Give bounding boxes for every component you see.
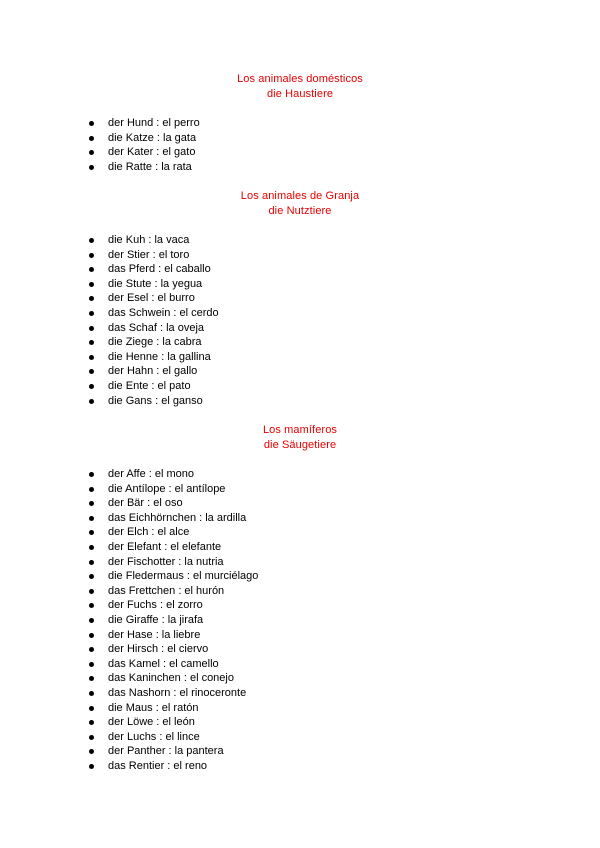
list-item: [0, 569, 258, 584]
item-text: das Schaf : la oveja: [108, 321, 205, 334]
bullet-icon: [89, 662, 94, 667]
bullet-icon: [89, 487, 94, 492]
item-text: das Eichhörnchen : la ardilla: [108, 511, 247, 524]
item-text: die Ente : el pato: [108, 379, 191, 392]
list-item: [0, 306, 219, 321]
list-item: [0, 584, 258, 599]
item-text: die Stute : la yegua: [108, 277, 203, 290]
list-item: [0, 277, 219, 292]
list-item: [0, 291, 219, 306]
bullet-icon: [89, 516, 94, 521]
bullet-icon: [89, 472, 94, 477]
item-text: der Hund : el perro: [108, 117, 200, 129]
vocab-list: [0, 116, 200, 174]
bullet-icon: [89, 560, 94, 565]
section-saeugetiere: [0, 423, 600, 772]
list-item: [0, 642, 258, 657]
list-item: [0, 145, 200, 160]
list-item: [0, 540, 258, 555]
heading-german: die Haustiere: [266, 88, 334, 100]
item-text: das Pferd : el caballo: [108, 263, 211, 276]
item-text: der Löwe : el león: [108, 716, 195, 729]
bullet-icon: [89, 238, 94, 243]
list-item: [0, 262, 219, 277]
bullet-icon: [89, 749, 94, 754]
item-text: die Henne : la gallina: [108, 350, 211, 363]
item-text: die Antílope : el antílope: [108, 482, 226, 495]
bullet-icon: [89, 706, 94, 711]
bullet-icon: [89, 267, 94, 272]
heading-german: die Nutztiere: [268, 205, 332, 217]
heading-spanish: Los animales de Granja: [240, 190, 360, 202]
item-text: die Kuh : la vaca: [108, 234, 190, 246]
bullet-icon: [89, 735, 94, 740]
bullet-icon: [89, 530, 94, 535]
list-item: [0, 321, 219, 336]
bullet-icon: [89, 574, 94, 579]
list-item: [0, 744, 258, 759]
list-item: [0, 657, 258, 672]
list-item: [0, 335, 219, 350]
item-text: die Ziege : la cabra: [108, 336, 202, 349]
bullet-icon: [89, 136, 94, 141]
list-item: [0, 613, 258, 628]
item-text: der Luchs : el lince: [108, 730, 200, 743]
bullet-icon: [89, 165, 94, 170]
section-haustiere: [0, 72, 600, 173]
bullet-icon: [89, 589, 94, 594]
bullet-icon: [89, 399, 94, 404]
item-text: der Fuchs : el zorro: [108, 599, 203, 612]
item-text: die Ratte : la rata: [108, 160, 192, 173]
bullet-icon: [89, 121, 94, 126]
item-text: der Hirsch : el ciervo: [108, 643, 209, 656]
bullet-icon: [89, 676, 94, 681]
bullet-icon: [89, 282, 94, 287]
bullet-icon: [89, 355, 94, 360]
item-text: der Hase : la liebre: [108, 628, 201, 641]
list-item: [0, 671, 258, 686]
bullet-icon: [89, 311, 94, 316]
heading-spanish: Los animales domésticos: [237, 73, 363, 85]
item-text: die Fledermaus : el murciélago: [108, 570, 259, 583]
item-text: der Elefant : el elefante: [108, 540, 222, 553]
bullet-icon: [89, 647, 94, 652]
heading-spanish: Los mamíferos: [262, 424, 338, 436]
list-item: [0, 598, 258, 613]
bullet-icon: [89, 633, 94, 638]
list-item: [0, 686, 258, 701]
item-text: der Fischotter : la nutria: [108, 555, 224, 568]
list-item: [0, 555, 258, 570]
list-item: [0, 394, 219, 409]
vocab-list: [0, 467, 258, 773]
item-text: das Schwein : el cerdo: [108, 306, 219, 319]
bullet-icon: [89, 326, 94, 331]
item-text: das Rentier : el reno: [108, 759, 208, 772]
item-text: der Bär : el oso: [108, 497, 183, 510]
item-text: die Gans : el ganso: [108, 394, 203, 407]
list-item: [0, 730, 258, 745]
item-text: das Nashorn : el rinoceronte: [108, 686, 247, 699]
bullet-icon: [89, 720, 94, 725]
list-item: [0, 233, 219, 248]
list-item: [0, 379, 219, 394]
list-item: [0, 482, 258, 497]
item-text: der Kater : el gato: [108, 146, 196, 159]
item-text: der Stier : el toro: [108, 248, 190, 261]
list-item: [0, 248, 219, 263]
list-item: [0, 759, 258, 774]
section-heading: [0, 72, 600, 102]
list-item: [0, 496, 258, 511]
bullet-icon: [89, 296, 94, 301]
section-nutztiere: [0, 189, 600, 407]
bullet-icon: [89, 501, 94, 506]
list-item: [0, 715, 258, 730]
bullet-icon: [89, 764, 94, 769]
item-text: die Maus : el ratón: [108, 701, 199, 714]
list-item: [0, 467, 258, 482]
list-item: [0, 701, 258, 716]
bullet-icon: [89, 369, 94, 374]
list-item: [0, 350, 219, 365]
section-heading: [0, 189, 600, 219]
vocab-list: [0, 233, 219, 408]
section-heading: [0, 423, 600, 453]
list-item: [0, 160, 200, 175]
bullet-icon: [89, 150, 94, 155]
list-item: [0, 364, 219, 379]
bullet-icon: [89, 603, 94, 608]
item-text: der Esel : el burro: [108, 292, 195, 305]
item-text: die Giraffe : la jirafa: [108, 613, 204, 626]
item-text: der Panther : la pantera: [108, 745, 224, 758]
list-item: [0, 628, 258, 643]
item-text: die Katze : la gata: [108, 131, 197, 144]
bullet-icon: [89, 340, 94, 345]
list-item: [0, 116, 200, 131]
bullet-icon: [89, 253, 94, 258]
bullet-icon: [89, 545, 94, 550]
item-text: der Hahn : el gallo: [108, 365, 198, 378]
item-text: das Kaninchen : el conejo: [108, 672, 234, 685]
bullet-icon: [89, 384, 94, 389]
bullet-icon: [89, 691, 94, 696]
list-item: [0, 525, 258, 540]
item-text: der Affe : el mono: [108, 468, 195, 480]
item-text: der Elch : el alce: [108, 526, 190, 539]
list-item: [0, 131, 200, 146]
heading-german: die Säugetiere: [263, 439, 337, 451]
list-item: [0, 511, 258, 526]
item-text: das Frettchen : el hurón: [108, 584, 225, 597]
item-text: das Kamel : el camello: [108, 657, 219, 670]
bullet-icon: [89, 618, 94, 623]
